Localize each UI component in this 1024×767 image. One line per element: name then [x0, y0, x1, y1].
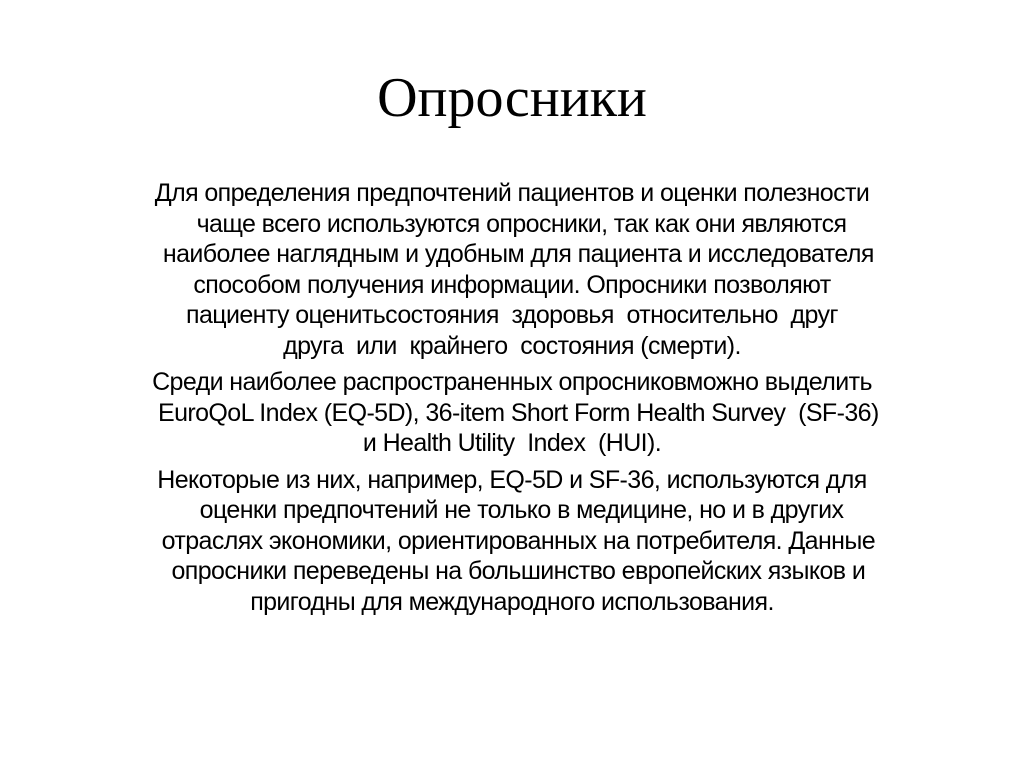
- paragraph-common-questionnaires: [56, 367, 968, 459]
- text-line: оценки предпочтений не только в медицине, но и в других: [180, 496, 844, 524]
- slide-body: [56, 178, 968, 623]
- text-line: опросники переведены на большинство европейских языков и: [158, 557, 866, 585]
- slide-title: Опросники: [377, 67, 647, 129]
- text-line: отраслях экономики, ориентированных на потребителя. Данные: [148, 526, 876, 555]
- paragraph-usage: [56, 465, 968, 618]
- text-line: и Health Utility Index (HUI).: [362, 429, 662, 457]
- text-line: наиболее наглядным и удобным для пациента и исследователя: [150, 240, 874, 268]
- paragraph-preferences: [56, 178, 968, 361]
- text-line: Среди наиболее распространенных опросниковможно выделить: [152, 368, 872, 396]
- text-line: способом получения информации. Опросники позволяют: [193, 270, 831, 299]
- text-line: друга или крайнего состояния (смерти).: [283, 331, 741, 360]
- text-line: пригодны для международного использования.: [250, 587, 774, 616]
- text-line: Для определения предпочтений пациентов и оценки полезности: [154, 179, 870, 207]
- text-line: EuroQoL Index (EQ-5D), 36-item Short Form Health Survey (SF-36): [145, 398, 879, 427]
- text-line: пациенту оценитьсостояния здоровья относительно друг: [186, 301, 838, 329]
- text-line: чаще всего используются опросники, так как они являются: [177, 209, 847, 238]
- text-line: Некоторые из них, например, EQ-5D и SF-36, используются для: [157, 465, 867, 494]
